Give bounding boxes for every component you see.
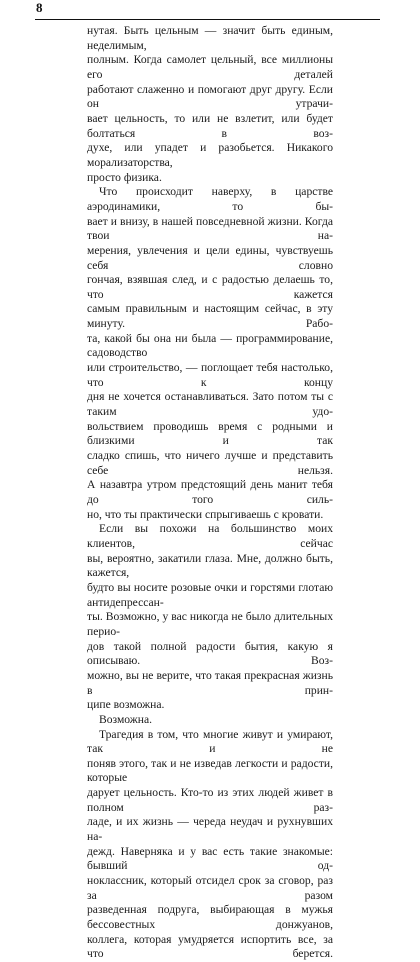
text-line: поняв этого, так и не изведав легкости и радости, которые — [87, 756, 333, 785]
text-line: сладко спишь, что ничего лучше и представить себе нельзя. — [87, 449, 333, 477]
text-line: работают слаженно и помогают друг другу. Если он утрачи- — [87, 82, 333, 111]
text-line: Если вы похожи на большинство моих клиентов, сейчас — [87, 522, 333, 550]
text-line: коллега, которая умудряется испортить все, за что берется. — [87, 932, 333, 961]
text-line: вольствием проводишь время с родными и близкими и так — [87, 419, 333, 448]
text-line: вает цельность, то или не взлетит, или будет болтаться в воз- — [87, 111, 333, 140]
text-line: ты. Возможно, у вас никогда не было длительных перио- — [87, 610, 333, 638]
text-line: ципе возможна. — [87, 698, 165, 712]
header-rule — [35, 19, 380, 20]
text-line: дов такой полной радости бытия, какую я описываю. Воз- — [87, 639, 333, 668]
text-line: разведенная подруга, выбирающая в мужья бессовестных донжуанов, — [87, 903, 333, 932]
text-line: вает и внизу, в нашей повседневной жизни. Когда твои на- — [87, 214, 333, 243]
body-text — [87, 24, 333, 962]
text-line: Трагедия в том, что многие живут и умирают, так и не — [87, 727, 333, 756]
text-line: духе, или упадет и разобьется. Никакого морализаторства, — [87, 141, 333, 169]
text-line: та, какой бы она ни была — программирование, садоводство — [87, 331, 333, 360]
text-line: просто физика. — [87, 170, 162, 184]
text-line: Возможна. — [99, 712, 153, 726]
text-line: ладе, и их жизнь — череда неудач и рухнувших на- — [87, 815, 333, 844]
text-line: можно, вы не верите, что такая прекрасная жизнь в прин- — [87, 668, 333, 697]
text-line: дежд. Наверняка и у вас есть такие знакомые: бывший од- — [87, 844, 333, 873]
text-line: А назавтра утром предстоящий день манит тебя до того силь- — [87, 478, 333, 506]
text-line: но, что ты практически спрыгиваешь с кровати. — [87, 507, 324, 521]
text-line: Что происходит наверху, в царстве аэродинамики, то бы- — [87, 185, 333, 213]
text-line: гончая, взявшая след, и с радостью делаешь то, что кажется — [87, 273, 333, 301]
text-line: будто вы носите розовые очки и горстями глотаю антидепрессан- — [87, 580, 333, 609]
text-line: дарует цельность. Кто-то из этих людей живет в полном раз- — [87, 786, 333, 814]
text-line: вы, вероятно, закатили глаза. Мне, должно быть, кажется, — [87, 551, 333, 580]
text-line: полным. Когда самолет цельный, все миллионы его деталей — [87, 53, 333, 81]
text-line: ноклассник, который отсидел срок за сговор, раз за разом — [87, 874, 333, 902]
text-line: или строительство, — поглощает тебя настолько, что к концу — [87, 361, 333, 389]
text-line: мерения, увлечения и цели едины, чувствуешь себя словно — [87, 243, 333, 272]
text-line: самым правильным и настоящим сейчас, в эту минуту. Рабо- — [87, 302, 333, 331]
text-line: дня не хочется останавливаться. Зато потом ты с таким удо- — [87, 390, 333, 419]
text-line: нутая. Быть цельным — значит быть единым, неделимым, — [87, 24, 333, 52]
page-number: 8 — [36, 0, 43, 15]
